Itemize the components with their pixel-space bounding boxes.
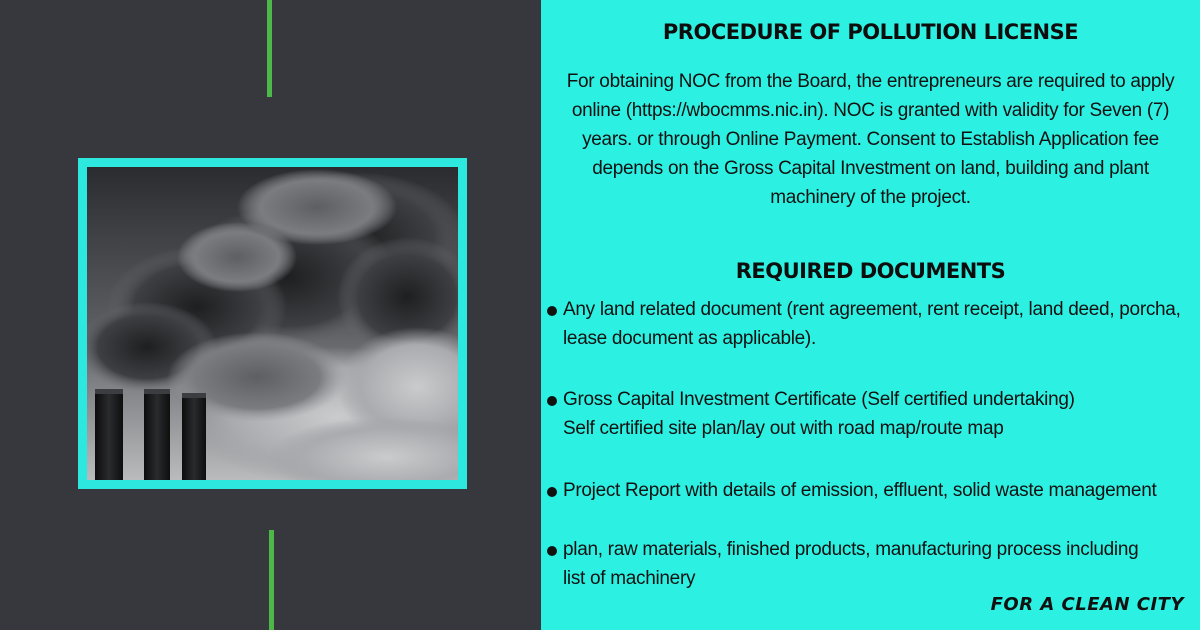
document-item-line: list of machinery: [563, 568, 696, 589]
document-item-line: Project Report with details of emission, effluent, solid waste management: [563, 480, 1157, 501]
footer-tagline: FOR A CLEAN CITY: [990, 594, 1184, 615]
document-item: [547, 476, 1197, 505]
document-item-line: Self certified site plan/lay out with road map/route map: [563, 418, 1004, 439]
bullet-icon: [547, 396, 557, 406]
bullet-icon: [547, 306, 557, 316]
document-item-line: Gross Capital Investment Certificate (Self certified undertaking): [563, 389, 1075, 410]
info-panel: [541, 0, 1200, 630]
procedure-heading: PROCEDURE OF POLLUTION LICENSE: [662, 20, 1079, 44]
pollution-photo-frame: [78, 158, 467, 489]
left-panel: [0, 0, 541, 630]
bullet-icon: [547, 487, 557, 497]
accent-line-bottom: [269, 530, 274, 630]
smokestacks-pollution-photo: [87, 167, 458, 480]
procedure-body: For obtaining NOC from the Board, the entrepreneurs are required to apply online (https://wbocmms.nic.in). NOC is granted with validity for Seven (7) years. or through Online Payment. Consent to Establish Application fee depends on the Gross Capital Investment on land, building and plant machinery of the project.: [566, 71, 1175, 208]
bullet-icon: [547, 546, 557, 556]
document-item: [547, 385, 1197, 443]
document-item: [547, 295, 1197, 353]
documents-heading: REQUIRED DOCUMENTS: [735, 259, 1006, 283]
document-item: [547, 535, 1197, 593]
document-item-line: Any land related document (rent agreement, rent receipt, land deed, porcha,: [563, 299, 1181, 320]
accent-line-top: [267, 0, 272, 97]
document-item-line: plan, raw materials, finished products, manufacturing process including: [563, 539, 1139, 560]
document-item-line: lease document as applicable).: [563, 328, 816, 349]
